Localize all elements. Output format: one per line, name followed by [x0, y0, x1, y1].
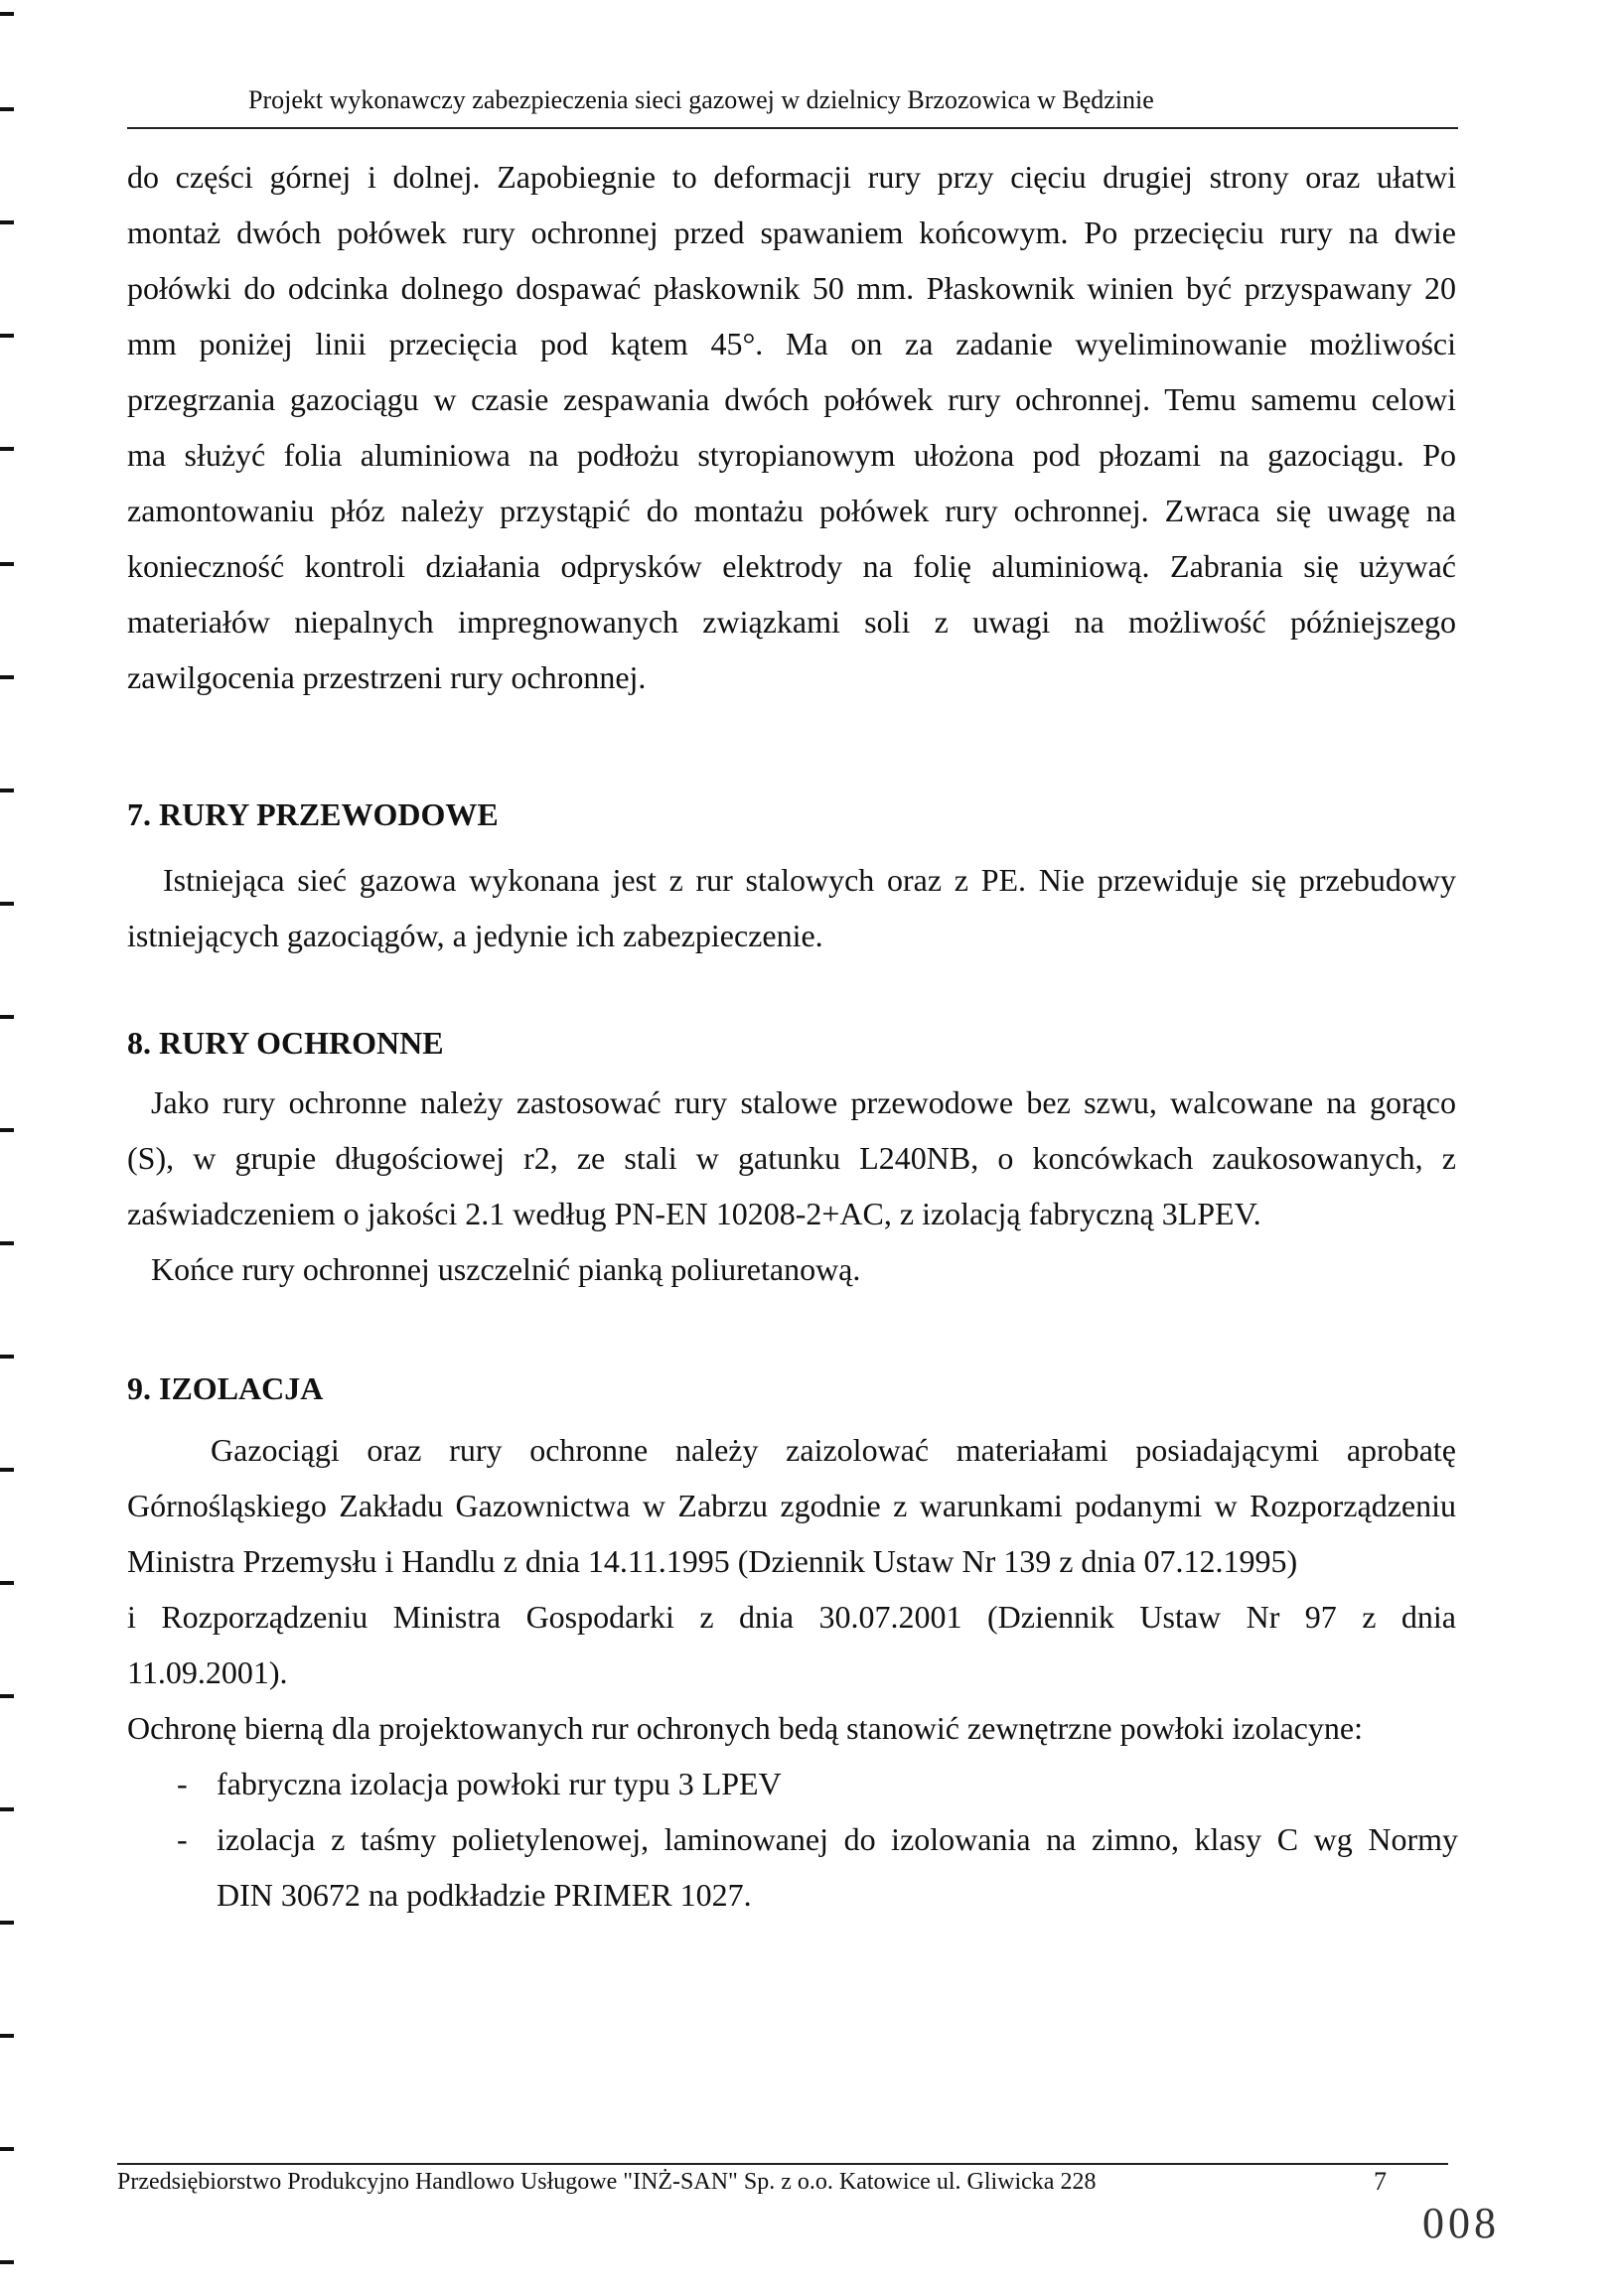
text-line: Jako rury ochronne należy zastosować rury stalowe przewodowe bez szwu, walcowane na gorąco — [151, 1084, 1456, 1120]
list-item — [177, 1756, 1458, 1811]
intro-paragraph — [127, 149, 1456, 705]
list-item-text: fabryczna izolacja powłoki rur typu 3 LPEV — [217, 1766, 782, 1801]
list-item-text: DIN 30672 na podkładzie PRIMER 1027. — [217, 1877, 752, 1913]
page-header: Projekt wykonawczy zabezpieczenia sieci gazowej w dzielnicy Brzozowica w Będzinie — [248, 85, 1154, 114]
text-line: do części górnej i dolnej. Zapobiegnie to deformacji rury przy cięciu drugiej strony oraz ułatwi — [127, 159, 1456, 195]
list-item — [177, 1811, 1458, 1923]
text-line: połówki do odcinka dolnego dospawać płaskownik 50 mm. Płaskownik winien być przyspawany 20 — [127, 270, 1456, 306]
section7-body — [127, 852, 1456, 963]
text-line: Końce rury ochronnej uszczelnić pianką poliuretanową. — [151, 1251, 861, 1287]
margin-mark — [0, 1128, 14, 1132]
bullet-dash: - — [177, 1766, 188, 1801]
text-line: montaż dwóch połówek rury ochronnej przed spawaniem końcowym. Po przecięciu rury na dwie — [127, 215, 1456, 250]
margin-mark — [0, 1807, 14, 1811]
section9-body — [127, 1422, 1456, 1756]
section-heading-9: 9. IZOLACJA — [127, 1370, 324, 1406]
text-line: przegrzania gazociągu w czasie zespawania dwóch połówek rury ochronnej. Temu samemu celowi — [127, 381, 1456, 417]
margin-mark — [0, 1355, 14, 1359]
section-heading-7: 7. RURY PRZEWODOWE — [127, 796, 499, 832]
text-line: mm poniżej linii przecięcia pod kątem 45°. Ma on za zadanie wyeliminowanie możliwości — [127, 326, 1456, 361]
header-divider — [127, 127, 1458, 129]
text-line: zaświadczeniem o jakości 2.1 według PN-EN 10208-2+AC, z izolacją fabryczną 3LPEV. — [127, 1196, 1261, 1231]
margin-mark — [0, 1468, 14, 1472]
text-line: i Rozporządzeniu Ministra Gospodarki z dnia 30.07.2001 (Dziennik Ustaw Nr 97 z dnia — [127, 1599, 1456, 1635]
margin-mark — [0, 562, 14, 566]
margin-mark — [0, 675, 14, 679]
text-line: istniejących gazociągów, a jedynie ich zabezpieczenie. — [127, 918, 823, 953]
margin-mark — [0, 2034, 14, 2038]
margin-mark — [0, 1694, 14, 1698]
margin-mark — [0, 220, 14, 224]
section-heading-8: 8. RURY OCHRONNE — [127, 1025, 444, 1061]
text-line: materiałów niepalnych impregnowanych związkami soli z uwagi na możliwość późniejszego — [127, 604, 1456, 640]
archive-stamp-number: 008 — [1422, 2199, 1500, 2247]
text-line: zamontowaniu płóz należy przystąpić do montażu połówek rury ochronnej. Zwraca się uwagę na — [127, 493, 1456, 528]
page-footer: Przedsiębiorstwo Produkcyjno Handlowo Usługowe "INŻ-SAN" Sp. z o.o. Katowice ul. Gliwicka 228 — [117, 2169, 1097, 2195]
margin-mark — [0, 1241, 14, 1245]
margin-mark — [0, 1921, 14, 1925]
text-line: konieczność kontroli działania odprysków elektrody na folię aluminiową. Zabrania się używać — [127, 548, 1456, 584]
margin-mark — [0, 1581, 14, 1585]
margin-mark — [0, 2147, 14, 2151]
margin-mark — [0, 334, 14, 338]
text-line: Istniejąca sieć gazowa wykonana jest z rur stalowych oraz z PE. Nie przewiduje się przebudowy — [163, 862, 1456, 898]
text-line: zawilgocenia przestrzeni rury ochronnej. — [127, 659, 647, 695]
text-line: Gazociągi oraz rury ochronne należy zaizolować materiałami posiadającymi aprobatę — [211, 1432, 1456, 1468]
margin-mark — [0, 107, 14, 111]
margin-mark — [0, 902, 14, 906]
text-line: ma służyć folia aluminiowa na podłożu styropianowym ułożona pod płozami na gazociągu. Po — [127, 437, 1456, 473]
footer-divider — [117, 2163, 1448, 2165]
text-line: (S), w grupie długościowej r2, ze stali w gatunku L240NB, o koncówkach zaukosowanych, z — [127, 1140, 1456, 1176]
text-line: 11.09.2001). — [127, 1654, 288, 1690]
margin-mark — [0, 789, 14, 792]
page-number: 7 — [1374, 2167, 1387, 2196]
text-line: Ochronę bierną dla projektowanych rur ochronych bedą stanowić zewnętrzne powłoki izolacyne: — [127, 1710, 1363, 1746]
bullet-dash: - — [177, 1821, 188, 1857]
section8-body — [127, 1075, 1456, 1297]
margin-mark — [0, 2260, 14, 2264]
list-item-text: izolacja z taśmy polietylenowej, laminowanej do izolowania na zimno, klasy C wg Normy — [217, 1821, 1458, 1857]
margin-mark — [0, 12, 14, 16]
text-line: Górnośląskiego Zakładu Gazownictwa w Zabrzu zgodnie z warunkami podanymi w Rozporządzeniu — [127, 1488, 1456, 1523]
margin-mark — [0, 1015, 14, 1019]
margin-mark — [0, 447, 14, 451]
text-line: Ministra Przemysłu i Handlu z dnia 14.11.1995 (Dziennik Ustaw Nr 139 z dnia 07.12.1995) — [127, 1543, 1298, 1579]
